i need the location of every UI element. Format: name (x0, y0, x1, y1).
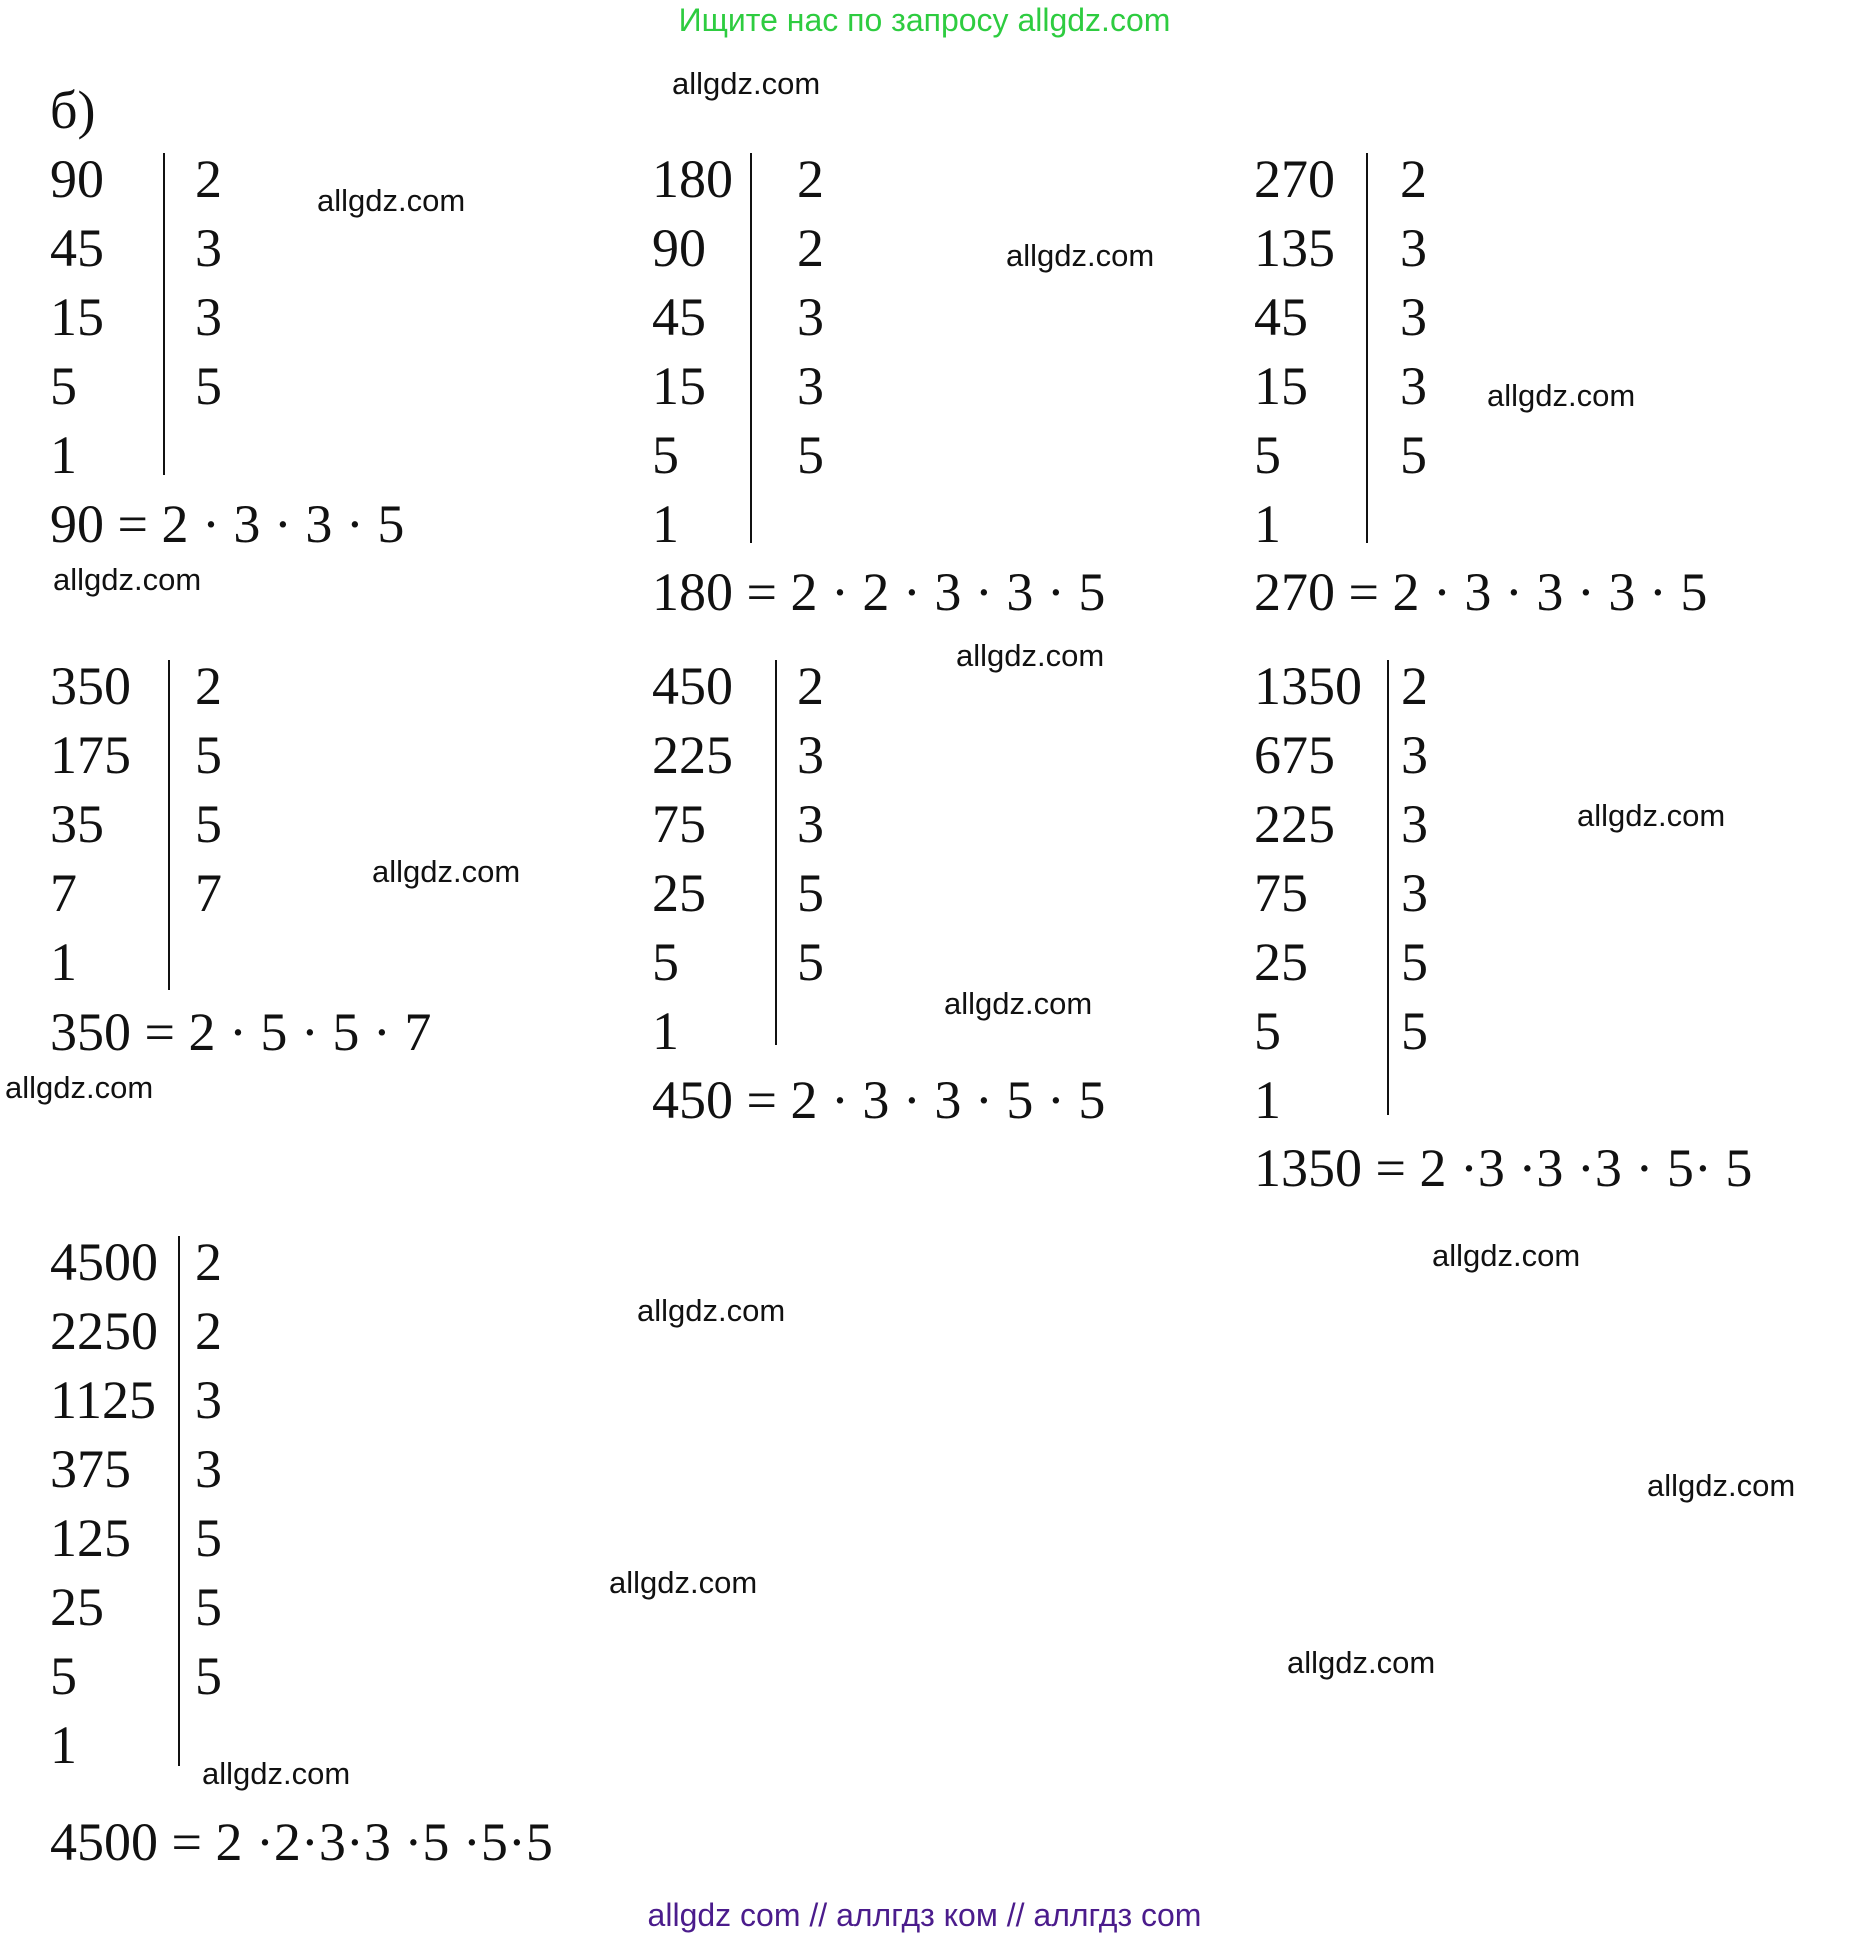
divisor: 5 (195, 1508, 222, 1568)
dividend: 180 (652, 149, 733, 209)
dividend-column (1254, 652, 1362, 1135)
watermark: allgdz.com (672, 66, 821, 101)
dividend: 1 (50, 425, 77, 485)
equation-350: 350 = 2 · 5 · 5 · 7 (50, 1002, 432, 1062)
divisor: 3 (195, 218, 222, 278)
division-bar (775, 660, 777, 1045)
divisor: 3 (797, 725, 824, 785)
dividend: 4500 (50, 1232, 158, 1292)
dividend: 7 (50, 863, 77, 923)
divisor: 3 (195, 1370, 222, 1430)
divisor: 5 (195, 1577, 222, 1637)
dividend: 25 (50, 1577, 104, 1637)
divisor: 5 (1401, 1001, 1428, 1061)
divisor: 5 (797, 932, 824, 992)
division-bar (168, 660, 170, 990)
watermark: allgdz.com (637, 1293, 786, 1328)
watermark: allgdz.com (317, 183, 466, 218)
dividend-column (50, 145, 104, 490)
divisor: 5 (797, 425, 824, 485)
divisor: 3 (797, 287, 824, 347)
watermark: allgdz.com (956, 638, 1105, 673)
dividend: 75 (652, 794, 706, 854)
watermark: allgdz.com (372, 854, 521, 889)
dividend: 5 (652, 425, 679, 485)
dividend: 5 (1254, 425, 1281, 485)
dividend: 1 (50, 1715, 77, 1775)
divisor: 5 (1400, 425, 1427, 485)
search-banner: Ищите нас по запросу allgdz.com (678, 2, 1171, 38)
divisor: 3 (195, 1439, 222, 1499)
dividend: 5 (652, 932, 679, 992)
watermark: allgdz.com (1577, 798, 1726, 833)
dividend: 225 (652, 725, 733, 785)
dividend: 175 (50, 725, 131, 785)
division-bar (750, 153, 752, 543)
dividend-column (50, 1228, 158, 1780)
divisor: 5 (195, 794, 222, 854)
watermark: allgdz.com (202, 1756, 351, 1791)
divisor: 5 (195, 725, 222, 785)
divisor: 5 (1401, 932, 1428, 992)
dividend: 1 (652, 494, 679, 554)
dividend: 90 (652, 218, 706, 278)
dividend-column (652, 145, 733, 559)
watermark: allgdz.com (1432, 1238, 1581, 1273)
divisor: 3 (1400, 287, 1427, 347)
footer-links: allgdz com // аллгдз ком // аллгдз com (647, 1897, 1202, 1933)
watermark: allgdz.com (1287, 1645, 1436, 1680)
divisor-column (195, 145, 222, 421)
part-label: б) (50, 80, 96, 140)
dividend: 45 (1254, 287, 1308, 347)
watermark: allgdz.com (53, 562, 202, 597)
divisor-column (195, 652, 222, 928)
dividend: 225 (1254, 794, 1335, 854)
divisor: 3 (797, 356, 824, 416)
dividend: 45 (50, 218, 104, 278)
dividend: 45 (652, 287, 706, 347)
watermark: allgdz.com (609, 1565, 758, 1600)
divisor: 3 (195, 287, 222, 347)
equation-90: 90 = 2 · 3 · 3 · 5 (50, 494, 405, 554)
dividend-column (1254, 145, 1335, 559)
divisor: 2 (797, 149, 824, 209)
divisor: 2 (1401, 656, 1428, 716)
dividend-column (652, 652, 733, 1066)
dividend: 1 (652, 1001, 679, 1061)
equation-270: 270 = 2 · 3 · 3 · 3 · 5 (1254, 562, 1708, 622)
dividend: 5 (1254, 1001, 1281, 1061)
dividend: 15 (1254, 356, 1308, 416)
equation-4500: 4500 = 2 ·2·3·3 ·5 ·5·5 (50, 1812, 553, 1872)
division-bar (163, 153, 165, 475)
divisor: 5 (797, 863, 824, 923)
divisor: 2 (1400, 149, 1427, 209)
division-bar (178, 1236, 180, 1766)
equation-180: 180 = 2 · 2 · 3 · 3 · 5 (652, 562, 1106, 622)
dividend: 450 (652, 656, 733, 716)
dividend: 375 (50, 1439, 131, 1499)
divisor: 5 (195, 356, 222, 416)
divisor: 3 (1401, 725, 1428, 785)
dividend: 2250 (50, 1301, 158, 1361)
equation-450: 450 = 2 · 3 · 3 · 5 · 5 (652, 1070, 1106, 1130)
dividend: 270 (1254, 149, 1335, 209)
divisor: 2 (195, 656, 222, 716)
dividend: 75 (1254, 863, 1308, 923)
dividend: 15 (50, 287, 104, 347)
divisor: 2 (195, 1301, 222, 1361)
divisor-column (1400, 145, 1427, 490)
equation-1350: 1350 = 2 ·3 ·3 ·3 · 5· 5 (1254, 1138, 1753, 1198)
dividend: 1 (1254, 1070, 1281, 1130)
divisor: 2 (797, 218, 824, 278)
divisor-column (797, 652, 824, 997)
divisor: 3 (1401, 794, 1428, 854)
dividend: 35 (50, 794, 104, 854)
dividend: 1350 (1254, 656, 1362, 716)
divisor: 2 (195, 149, 222, 209)
divisor-column (1401, 652, 1428, 1066)
dividend: 15 (652, 356, 706, 416)
dividend: 25 (1254, 932, 1308, 992)
dividend: 350 (50, 656, 131, 716)
dividend-column (50, 652, 131, 997)
dividend: 1 (1254, 494, 1281, 554)
dividend: 125 (50, 1508, 131, 1568)
watermark: allgdz.com (5, 1070, 154, 1105)
divisor: 7 (195, 863, 222, 923)
dividend: 5 (50, 356, 77, 416)
dividend: 25 (652, 863, 706, 923)
dividend: 1125 (50, 1370, 156, 1430)
divisor: 3 (1401, 863, 1428, 923)
divisor: 2 (195, 1232, 222, 1292)
divisor-column (797, 145, 824, 490)
divisor: 2 (797, 656, 824, 716)
divisor: 3 (797, 794, 824, 854)
watermark: allgdz.com (1647, 1468, 1796, 1503)
dividend: 5 (50, 1646, 77, 1706)
watermark: allgdz.com (1006, 238, 1155, 273)
dividend: 90 (50, 149, 104, 209)
divisor-column (195, 1228, 222, 1711)
dividend: 135 (1254, 218, 1335, 278)
dividend: 1 (50, 932, 77, 992)
watermark: allgdz.com (1487, 378, 1636, 413)
divisor: 3 (1400, 218, 1427, 278)
divisor: 5 (195, 1646, 222, 1706)
division-bar (1387, 660, 1389, 1115)
dividend: 675 (1254, 725, 1335, 785)
watermark: allgdz.com (944, 986, 1093, 1021)
divisor: 3 (1400, 356, 1427, 416)
division-bar (1366, 153, 1368, 543)
